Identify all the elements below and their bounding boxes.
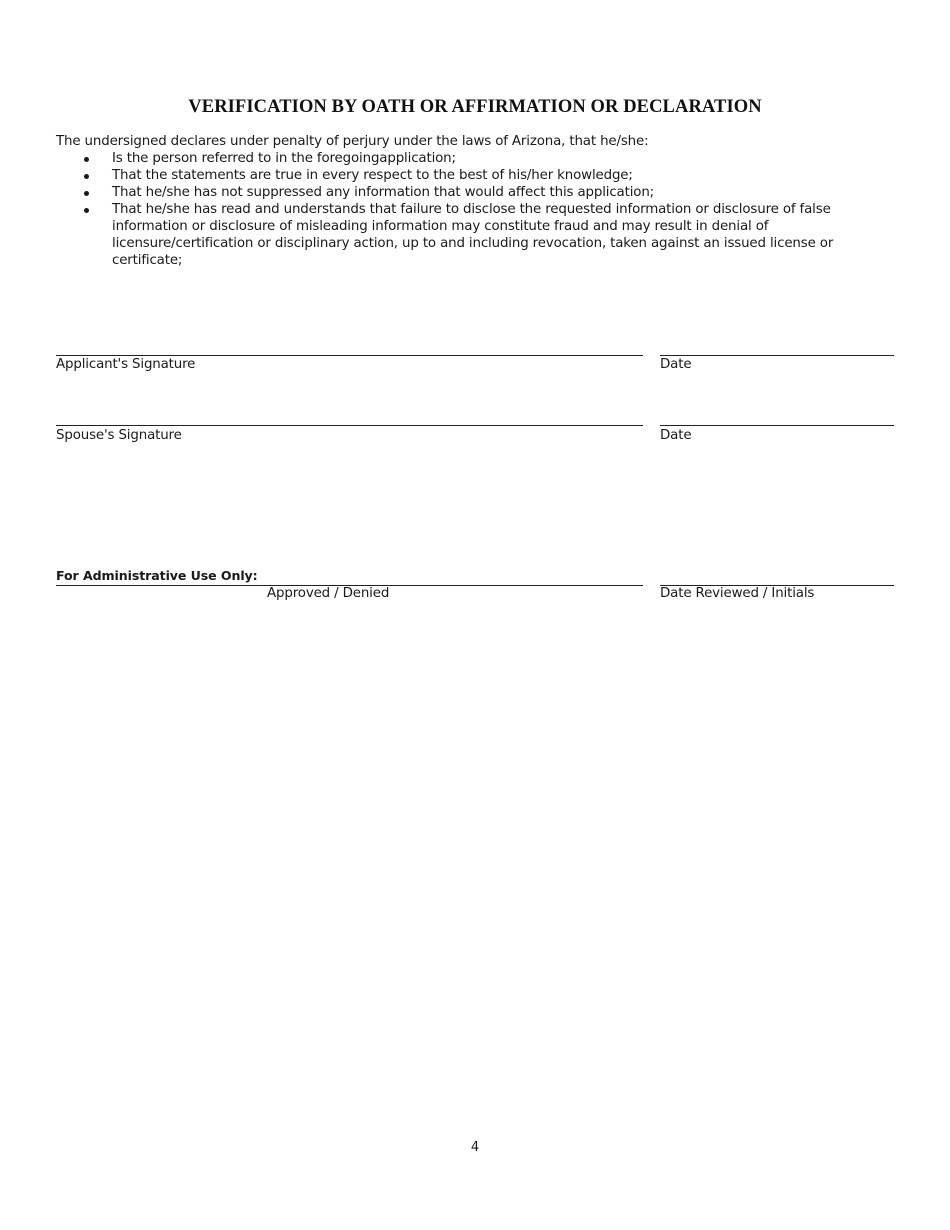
list-item xyxy=(56,150,856,167)
list-item-text: Is the person referred to in the foregoingapplication; xyxy=(112,151,456,166)
approved-denied-label: Approved / Denied xyxy=(267,586,390,601)
list-item-text: That the statements are true in every respect to the best of his/her knowledge; xyxy=(112,168,633,183)
applicant-date-line[interactable] xyxy=(660,355,894,356)
applicant-date-label: Date xyxy=(660,357,692,372)
bullet-icon xyxy=(84,174,89,179)
list-item-text: That he/she has read and understands that failure to disclose the requested information or disclosure of false information or disclosure of misleading information may constitute fraud and may result in denial of licensure/certification or disciplinary action, up to and including revocation, taken against an issued license or certificate; xyxy=(112,202,834,268)
spouse-date-line[interactable] xyxy=(660,425,894,426)
bullet-icon xyxy=(84,208,89,213)
spouse-date-label: Date xyxy=(660,428,692,443)
bullet-icon xyxy=(84,157,89,162)
page-number: 4 xyxy=(470,1140,480,1155)
applicant-signature-label: Applicant's Signature xyxy=(56,357,196,372)
declaration-list xyxy=(56,150,856,269)
list-item xyxy=(56,167,856,184)
list-item-text: That he/she has not suppressed any information that would affect this application; xyxy=(112,185,655,200)
list-item xyxy=(56,201,856,269)
bullet-icon xyxy=(84,191,89,196)
date-reviewed-label: Date Reviewed / Initials xyxy=(660,586,815,601)
admin-heading: For Administrative Use Only: xyxy=(56,568,258,583)
spouse-signature-label: Spouse's Signature xyxy=(56,428,182,443)
intro-text: The undersigned declares under penalty of perjury under the laws of Arizona, that he/she: xyxy=(56,134,649,149)
list-item xyxy=(56,184,856,201)
form-title: VERIFICATION BY OATH OR AFFIRMATION OR DECLARATION xyxy=(188,97,762,117)
spouse-signature-line[interactable] xyxy=(56,425,643,426)
